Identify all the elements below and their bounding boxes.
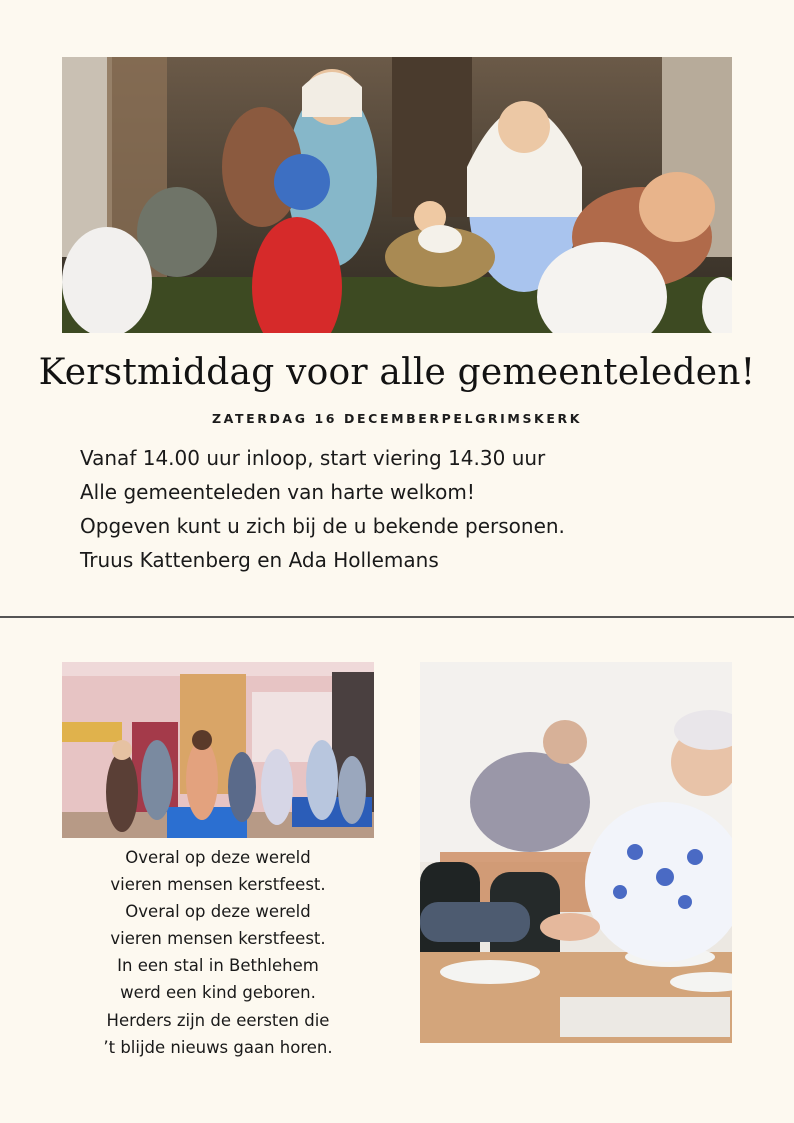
page-title: Kerstmiddag voor alle gemeenteleden! bbox=[38, 352, 756, 393]
section-divider bbox=[0, 616, 794, 618]
detail-line: Vanaf 14.00 uur inloop, start viering 14.30 uur bbox=[80, 446, 546, 470]
poem-line: werd een kind geboren. bbox=[120, 983, 316, 1003]
poem-line: vieren mensen kerstfeest. bbox=[110, 875, 326, 895]
poem-line: Overal op deze wereld bbox=[125, 848, 311, 867]
poem-line: ’t blijde nieuws gaan horen. bbox=[103, 1037, 333, 1057]
event-date-location: ZATERDAG 16 DECEMBERPELGRIMSKERK bbox=[211, 411, 582, 426]
poem-line: vieren mensen kerstfeest. bbox=[110, 929, 326, 949]
christmas-poem bbox=[62, 844, 374, 1061]
detail-line: Opgeven kunt u zich bij de u bekende personen. bbox=[80, 514, 565, 538]
nativity-scene-photo bbox=[62, 57, 732, 333]
poem-line: Overal op deze wereld bbox=[125, 902, 311, 922]
nativity-scene-illustration bbox=[62, 57, 732, 333]
community-hall-photo bbox=[62, 662, 374, 838]
detail-line: Alle gemeenteleden van harte welkom! bbox=[80, 480, 475, 504]
detail-line: Truus Kattenberg en Ada Hollemans bbox=[80, 548, 439, 572]
senior-dinner-illustration bbox=[420, 662, 732, 1043]
community-hall-illustration bbox=[62, 662, 374, 838]
poem-line: In een stal in Bethlehem bbox=[117, 956, 319, 976]
poem-line: Herders zijn de eersten die bbox=[106, 1010, 330, 1030]
event-details bbox=[80, 441, 740, 577]
senior-dinner-photo bbox=[420, 662, 732, 1043]
